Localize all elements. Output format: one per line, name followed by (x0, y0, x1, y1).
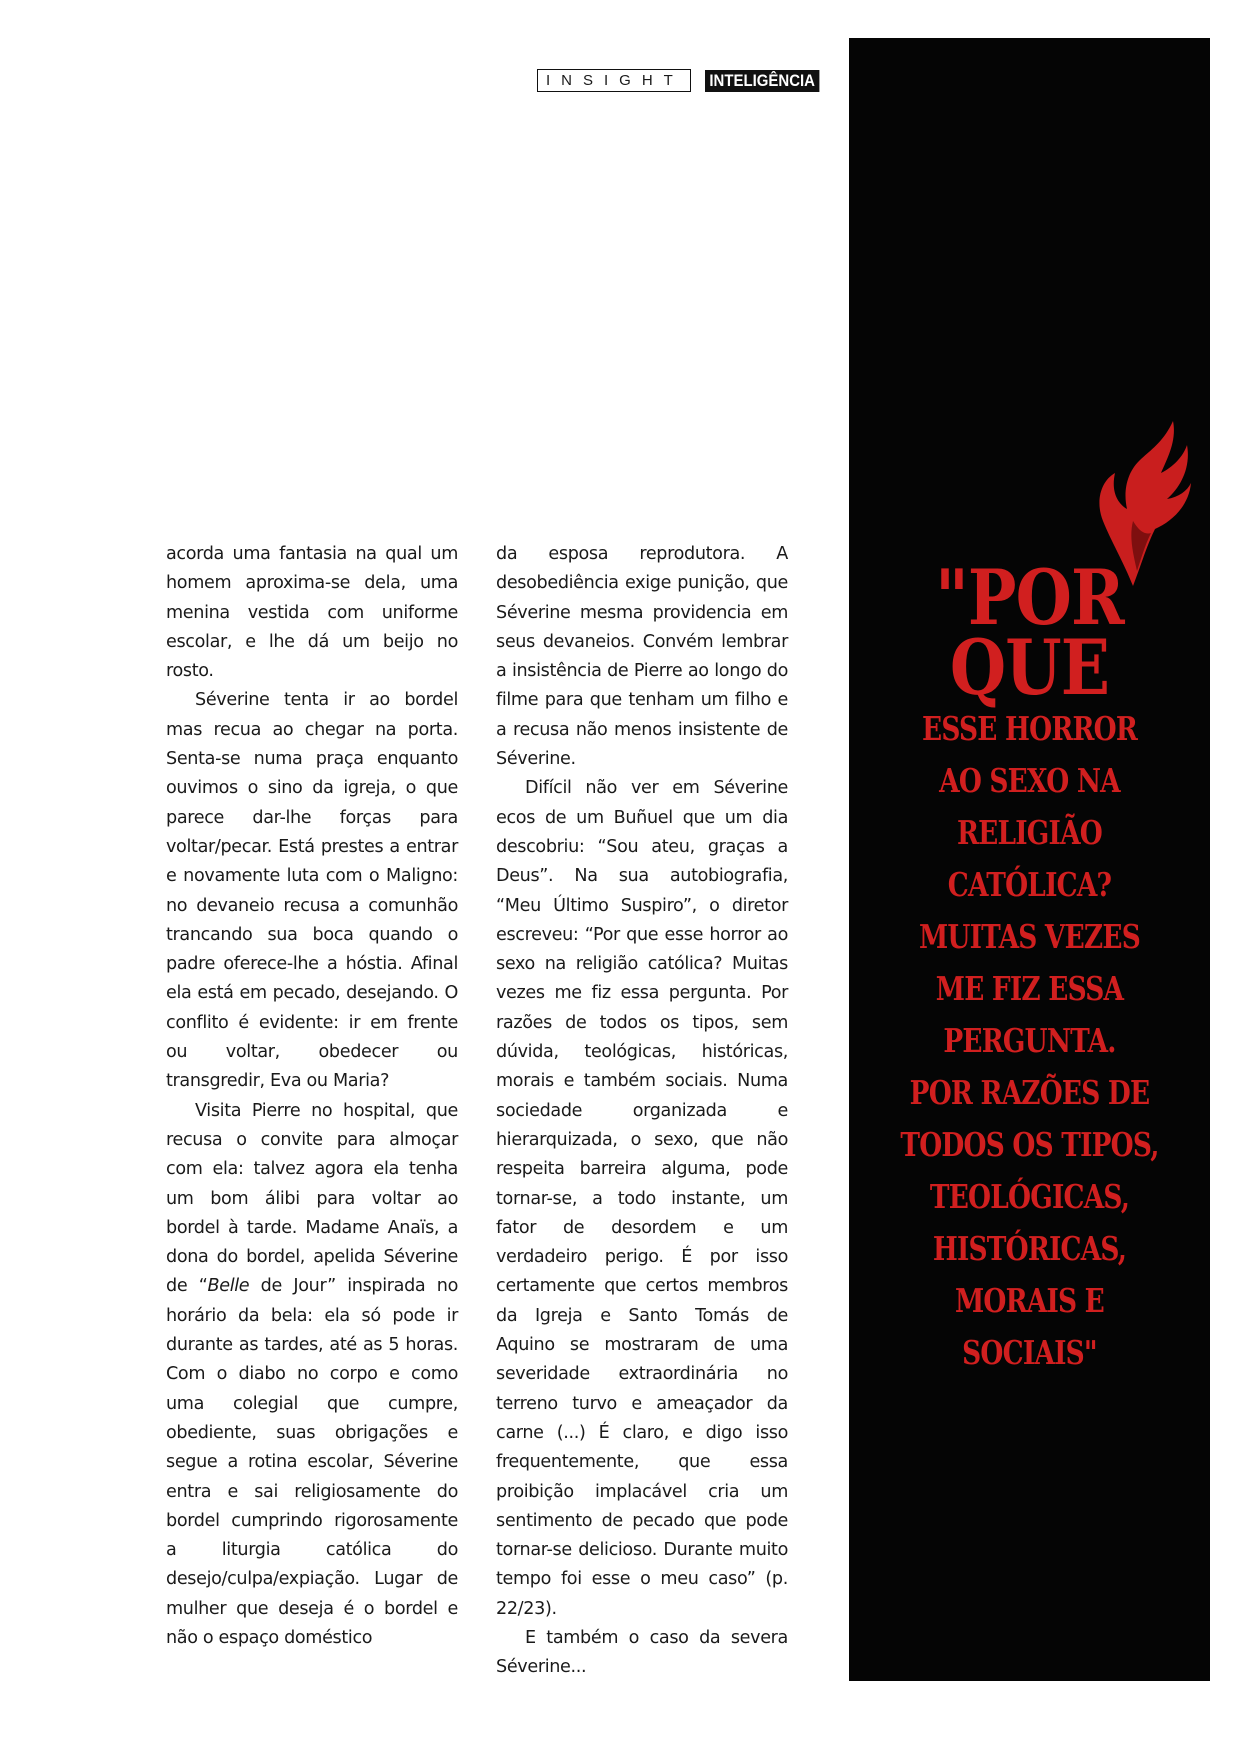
section-tag: INSIGHT (537, 69, 691, 92)
pull-quote-line: QUE (949, 623, 1110, 712)
article-column-1 (166, 540, 458, 1653)
paragraph: E também o caso da severa Séverine... (496, 1627, 788, 1678)
pull-quote-line: POR RAZÕES DE (909, 1073, 1150, 1112)
page-header (537, 69, 835, 92)
paragraph: acorda uma fantasia na qual um homem aproxima-se dela, uma menina vestida com uniforme escolar, e lhe dá um beijo no rosto. (166, 544, 458, 682)
pull-quote-line: ME FIZ ESSA (935, 969, 1124, 1008)
pull-quote-line: MUITAS VEZES (918, 917, 1140, 956)
paragraph-text: Visita Pierre no hospital, que recusa o convite para almoçar com ela: talvez agora ela tenha um bom álibi para voltar ao bordel à tarde. Madame Anaïs, a dona do bordel, apelida Séverine de “ (166, 1100, 458, 1297)
pull-quote-line: MORAIS E (955, 1281, 1104, 1320)
pull-quote-line: CATÓLICA? (947, 865, 1112, 904)
paragraph: da esposa reprodutora. A desobediência exige punição, que Séverine mesma providencia em seus devaneios. Convém lembrar a insistência de Pierre ao longo do filme para que tenham um filho e a recusa não menos insistente de Séverine. (496, 544, 788, 770)
paragraph: Difícil não ver em Séverine ecos de um Buñuel que um dia descobriu: “Sou ateu, graças a Deus”. Na sua autobiografia, “Meu Último Suspiro”, o diretor escreveu: “Por que esse horror ao sexo na religião católica? Muitas vezes me fiz essa pergunta. Por razões de todos os tipos, sem dúvida, teológicas, históricas, morais e também sociais. Numa sociedade organizada e hierarquizada, o sexo, que não respeita barreira alguma, pode tornar-se, a todo instante, um fator de desordem e um verdadeiro perigo. É por isso certamente que certos membros da Igreja e Santo Tomás de Aquino se mostraram de uma severidade extraordinária no terreno turvo e ameaçador da carne (...) É claro, e digo isso frequentemente, que essa proibição implacável cria um sentimento de pecado que pode tornar-se delicioso. Durante muito tempo foi esse o meu caso” (p. 22/23). (496, 778, 788, 1619)
pull-quote-line: RELIGIÃO (957, 813, 1102, 852)
pull-quote-line: ESSE HORROR (922, 709, 1137, 748)
pull-quote-line: TEOLÓGICAS, (929, 1177, 1130, 1216)
pull-quote-line: SOCIAIS" (962, 1333, 1097, 1372)
pull-quote-line: AO SEXO NA (939, 761, 1120, 800)
pull-quote-sidebar (849, 38, 1210, 1681)
pull-quote-line: TODOS OS TIPOS, (900, 1125, 1159, 1164)
film-title-italic: Belle (207, 1276, 250, 1297)
category-tag: INTELIGÊNCIA (705, 70, 819, 92)
pull-quote-line: PERGUNTA. (943, 1021, 1116, 1060)
paragraph: Séverine tenta ir ao bordel mas recua ao chegar na porta. Senta-se numa praça enquanto ouvimos o sino da igreja, o que parece dar-lhe forças para voltar/pecar. Está prestes a entrar e novamente luta com o Maligno: no devaneio recusa a comunhão trancando sua boca quando o padre oferece-lhe a hóstia. Afinal ela está em pecado, desejando. O conflito é evidente: ir em frente ou voltar, obedecer ou transgredir, Eva ou Maria? (166, 690, 458, 1092)
paragraph-text: de Jour” inspirada no horário da bela: ela só pode ir durante as tardes, até as 5 horas. Com o diabo no corpo e como uma colegial que cumpre, obediente, suas obrigações e segue a rotina escolar, Séverine entra e sai religiosamente do bordel cumprindo rigorosamente a liturgia católica do desejo/culpa/expiação. Lugar de mulher que deseja é o bordel e não o espaço doméstico (166, 1276, 458, 1648)
paragraph (166, 1097, 458, 1654)
article-column-2 (496, 540, 788, 1683)
pull-quote-text (849, 553, 1210, 1379)
pull-quote-line: "POR (935, 553, 1124, 642)
pull-quote-line: HISTÓRICAS, (932, 1229, 1127, 1268)
